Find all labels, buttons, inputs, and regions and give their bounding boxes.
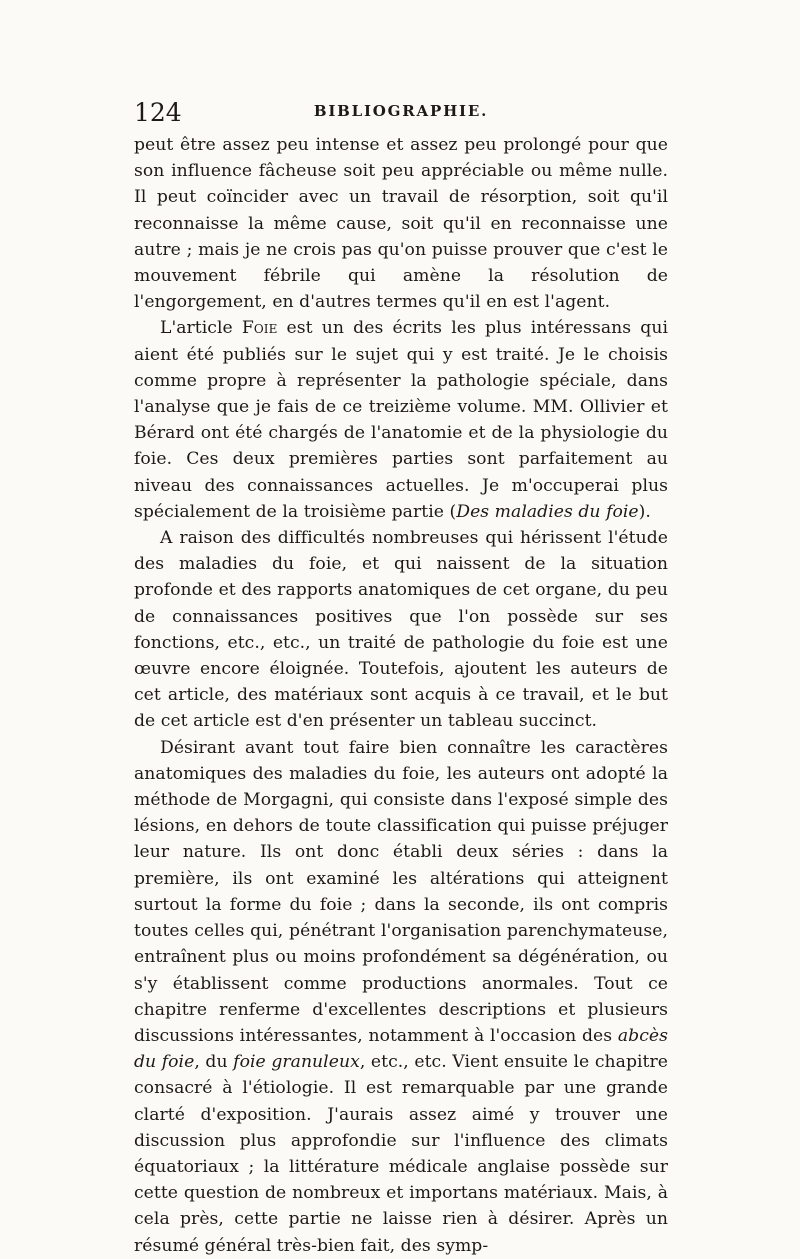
paragraph-4-text: Désirant avant tout faire bien connaître les caractères anatomiques des maladies du foie, les auteurs ont adopté la méthode de Morgagni, qui consiste dans l'exposé simple des lésions, en dehors de toute classification qui puisse préjuger leur nature. Ils ont donc établi deux séries : dans la première, ils ont examiné les altérations qui atteignent surtout la forme du foie ; dans la seconde, ils ont compris toutes celles qui, pénétrant l'organisation parenchymateuse, entraînent plus ou moins profondément sa dégénération, ou s'y établissent comme productions anormales. Tout ce chapitre renferme d'excellentes descriptions et plusieurs discussions intéressantes, notamment à l'occasion des (134, 737, 668, 1046)
paragraph-2-text: est un des écrits les plus intéressans qui aient été publiés sur le sujet qui y est traité. Je le choisis comme propre à représenter la pathologie spéciale, dans l'analyse que je fais de ce treizième volume. MM. Ollivier et Bérard ont été chargés de l'anatomie et de la physiologie du foie. Ces deux premières parties sont parfaitement au niveau des connaissances actuelles. Je m'occuperai plus spécialement de la troisième partie ( (134, 318, 668, 522)
page-header (134, 98, 668, 128)
body-text (134, 132, 668, 1259)
term-abces-du-foie: abcès du foie (134, 1025, 668, 1073)
article-title-foie: Foie (241, 318, 278, 339)
running-head: BIBLIOGRAPHIE. (313, 102, 489, 120)
page-number: 124 (134, 98, 182, 127)
paragraph-3: A raison des difficultés nombreuses qui hérissent l'étude des maladies du foie, et qui naissent de la situation profonde et des rapports anatomiques de cet organe, du peu de connaissances positives que l'on possède sur ses fonctions, etc., etc., un traité de pathologie du foie est une œuvre encore éloignée. Toutefois, ajoutent les auteurs de cet article, des matériaux sont acquis à ce travail, et le but de cet article est d'en présenter un tableau succinct. (134, 528, 668, 732)
paragraph-2-text: ). (638, 501, 651, 522)
paragraph-4 (134, 735, 668, 1259)
paragraph-4-text: , du (194, 1052, 234, 1073)
term-foie-granuleux: foie granuleux (233, 1052, 360, 1073)
section-title-maladies: Des maladies du foie (456, 501, 639, 522)
paragraph-2-text: L'article (160, 318, 242, 339)
paragraph-1: peut être assez peu intense et assez peu prolongé pour que son influence fâcheuse soit peu appréciable ou même nulle. Il peut coïncider avec un travail de résorption, soit qu'il reconnaisse la même cause, soit qu'il en reconnaisse une autre ; mais je ne crois pas qu'on puisse prouver que c'est le mouvement fébrile qui amène la résolution de l'engorgement, en d'autres termes qu'il en est l'agent. (134, 135, 668, 313)
paragraph-2 (134, 315, 668, 525)
paragraph-4-text: , etc., etc. Vient ensuite le chapitre consacré à l'étiologie. Il est remarquable par une grande clarté d'exposition. J'aurais assez aimé y trouver une discussion plus approfondie sur l'influence des climats équatoriaux ; la littérature médicale anglaise possède sur cette question de nombreux et importans matériaux. Mais, à cela près, cette partie ne laisse rien à désirer. Après un résumé général très-bien fait, des symp- (134, 1052, 668, 1256)
